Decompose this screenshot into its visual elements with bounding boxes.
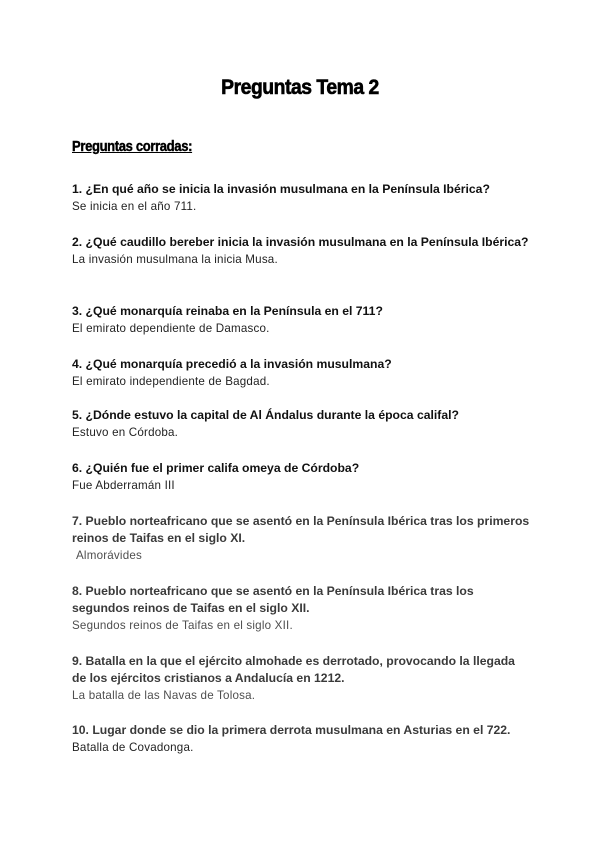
- question-block-7: [72, 513, 532, 564]
- answer-text: Se inicia en el año 711.: [72, 200, 197, 213]
- section-heading: Preguntas corradas:: [72, 139, 193, 155]
- page-title: Preguntas Tema 2: [221, 76, 379, 99]
- answer-text: Almorávides: [76, 549, 142, 562]
- question-text: 2. ¿Qué caudillo bereber inicia la invasión musulmana en la Península Ibérica?: [72, 235, 529, 249]
- question-text: 5. ¿Dónde estuvo la capital de Al Ándalus durante la época califal?: [72, 408, 459, 422]
- question-text: 9. Batalla en la que el ejército almohade es derrotado, provocando la llegada de los ejércitos cristianos a Andalucía en 1212.: [72, 654, 515, 685]
- answer-text: Fue Abderramán III: [72, 479, 175, 492]
- question-block-9: [72, 653, 532, 704]
- question-block-4: [72, 356, 532, 390]
- question-text: 7. Pueblo norteafricano que se asentó en la Península Ibérica tras los primeros reinos de Taifas en el siglo XI.: [72, 514, 530, 545]
- answer-text: La batalla de las Navas de Tolosa.: [72, 689, 256, 702]
- question-text: 3. ¿Qué monarquía reinaba en la Península en el 711?: [72, 304, 383, 318]
- question-text: 6. ¿Quién fue el primer califa omeya de Córdoba?: [72, 461, 360, 475]
- question-block-1: [72, 181, 532, 215]
- question-block-6: [72, 460, 532, 494]
- answer-text: Segundos reinos de Taifas en el siglo XII.: [72, 619, 293, 632]
- question-block-5: [72, 407, 532, 441]
- question-block-3: [72, 303, 532, 337]
- question-text: 4. ¿Qué monarquía precedió a la invasión musulmana?: [72, 357, 392, 371]
- answer-text: El emirato independiente de Bagdad.: [72, 375, 270, 388]
- answer-text: Estuvo en Córdoba.: [72, 426, 179, 439]
- question-block-10: [72, 722, 532, 756]
- answer-text: Batalla de Covadonga.: [72, 741, 194, 754]
- question-text: 1. ¿En qué año se inicia la invasión musulmana en la Península Ibérica?: [72, 182, 490, 196]
- question-text: 10. Lugar donde se dio la primera derrota musulmana en Asturias en el 722.: [72, 723, 511, 737]
- question-block-8: [72, 583, 532, 634]
- question-text: 8. Pueblo norteafricano que se asentó en la Península Ibérica tras los segundos reinos de Taifas en el siglo XII.: [72, 584, 474, 615]
- question-block-2: [72, 234, 532, 268]
- answer-text: La invasión musulmana la inicia Musa.: [72, 253, 278, 266]
- answer-text: El emirato dependiente de Damasco.: [72, 322, 270, 335]
